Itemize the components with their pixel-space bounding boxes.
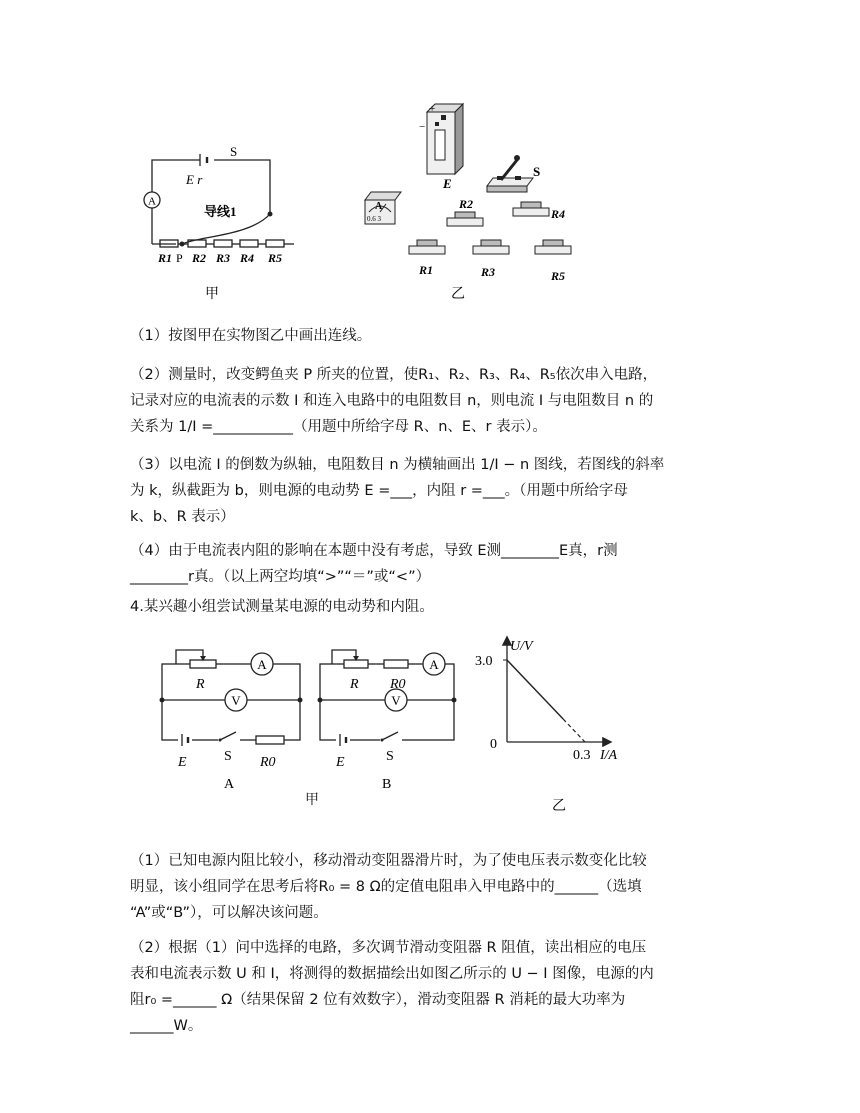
switch-label: S <box>230 144 238 159</box>
resistor-label: R5 <box>268 251 283 265</box>
ammeter-label: A <box>148 195 156 208</box>
source-label: E r <box>186 172 203 187</box>
resistor-label: R1 <box>158 251 173 265</box>
ammeter-device-label: A <box>375 201 383 212</box>
ui-graph <box>470 630 640 815</box>
resistor-label: R3 <box>216 251 231 265</box>
q4-part2-line4: ______W。 <box>130 1018 203 1034</box>
q3-part2-line1: （2）测量时，改变鳄鱼夹 P 所夹的位置，使R₁、R₂、R₃、R₄、R₅依次串入电路， <box>130 367 658 383</box>
rheostat-label: R <box>350 677 359 692</box>
q4-part1-line2: 明显，该小组同学在思考后将R₀ = 8 Ω的定值电阻串入甲电路中的______（选填 <box>130 879 642 895</box>
q4-part2-line3: 阻r₀ =______ Ω（结果保留 2 位有效数字），滑动变阻器 R 消耗的最大功率为 <box>130 992 626 1008</box>
switch-label: S <box>386 749 394 764</box>
q3-part4-line2: ________r真。（以上两空均填“>”“＝”或“<”） <box>130 569 431 585</box>
q3-part1: （1）按图甲在实物图乙中画出连线。 <box>130 328 372 344</box>
q3-part3 <box>130 452 730 530</box>
y-axis-label: U/V <box>510 639 533 654</box>
q4-part2 <box>130 935 730 1039</box>
q3-part2-line3: 关系为 1/I =___________（用题中所给字母 R、n、E、r 表示）。 <box>130 419 547 435</box>
battery-minus: − <box>419 121 426 133</box>
q3-part3-line3: k、b、R 表示） <box>130 509 235 525</box>
source-label: E <box>336 755 345 770</box>
x-intercept-label: 0.3 <box>573 748 591 763</box>
resistor-label: R5 <box>551 269 566 283</box>
figure-caption: 甲 <box>305 792 319 808</box>
q4-part1-line1: （1）已知电源内阻比较小，移动滑动变阻器滑片时，为了使电压表示数变化比较 <box>130 853 647 869</box>
ui-data-line <box>507 660 563 719</box>
resistor-label: R3 <box>481 265 496 279</box>
q3-part2 <box>130 362 730 440</box>
resistor-label: R2 <box>192 251 207 265</box>
voltmeter-label: V <box>391 693 401 708</box>
circuit-a <box>150 640 310 795</box>
fixed-resistor-label: R0 <box>390 677 406 692</box>
ui-data-line-extension <box>563 719 585 742</box>
q4-part2-line2: 表和电流表示数 U 和 I，将测得的数据描绘出如图乙所示的 U − I 图像，电源的内 <box>130 966 654 982</box>
figure-yi-apparatus <box>355 100 585 300</box>
battery-plus: + <box>429 103 436 115</box>
rheostat-label: R <box>196 677 205 692</box>
q3-part4 <box>130 538 730 590</box>
q3-part4-line1: （4）由于电流表内阻的影响在本题中没有考虑，导致 E测________E真，r测 <box>130 543 618 559</box>
wire-label: 导线1 <box>204 204 237 219</box>
q4-part2-line1: （2）根据（1）问中选择的电路，多次调节滑动变阻器 R 阻值，读出相应的电压 <box>130 940 647 956</box>
figure-jia-circuit <box>130 140 300 305</box>
q4-title: 4.某兴趣小组尝试测量某电源的电动势和内阻。 <box>130 599 434 615</box>
resistor-label: R1 <box>419 263 434 277</box>
ammeter-label: A <box>429 657 439 672</box>
fixed-resistor-label: R0 <box>260 755 276 770</box>
switch-label: S <box>533 164 541 179</box>
x-axis-label: I/A <box>600 748 618 763</box>
knife-switch <box>487 155 533 192</box>
y-intercept-label: 3.0 <box>475 654 493 669</box>
resistor-label: R4 <box>551 207 566 221</box>
q4-part1-line3: “A”或“B”），可以解决该问题。 <box>130 905 328 921</box>
q3-part3-line2: 为 k，纵截距为 b，则电源的电动势 E =___，内阻 r =___。（用题中所给字母 <box>130 483 628 499</box>
switch-label: S <box>224 749 232 764</box>
figure-caption: 甲 <box>205 287 219 302</box>
q3-part3-line1: （3）以电流 I 的倒数为纵轴，电阻数目 n 为横轴画出 1/I − n 图线，若图线的斜率 <box>130 457 665 473</box>
circuit-label: B <box>382 777 392 792</box>
ammeter-scale: 0.6 3 <box>367 215 381 223</box>
circuit-b <box>308 640 468 795</box>
resistor-label: R2 <box>459 197 474 211</box>
q4-part1 <box>130 848 730 926</box>
battery-label: E <box>443 176 452 191</box>
source-label: E <box>178 755 187 770</box>
resistor-label: R4 <box>240 251 255 265</box>
clip-label: P <box>176 251 183 265</box>
q3-part2-line2: 记录对应的电流表的示数 I 和连入电路中的电阻数目 n，则电流 I 与电阻数目 n 的 <box>130 393 654 409</box>
figure-caption: 乙 <box>552 799 566 814</box>
ammeter-label: A <box>257 657 267 672</box>
voltmeter-label: V <box>231 693 241 708</box>
origin-label: 0 <box>490 737 497 752</box>
figure-caption: 乙 <box>451 287 465 300</box>
circuit-label: A <box>224 777 235 792</box>
